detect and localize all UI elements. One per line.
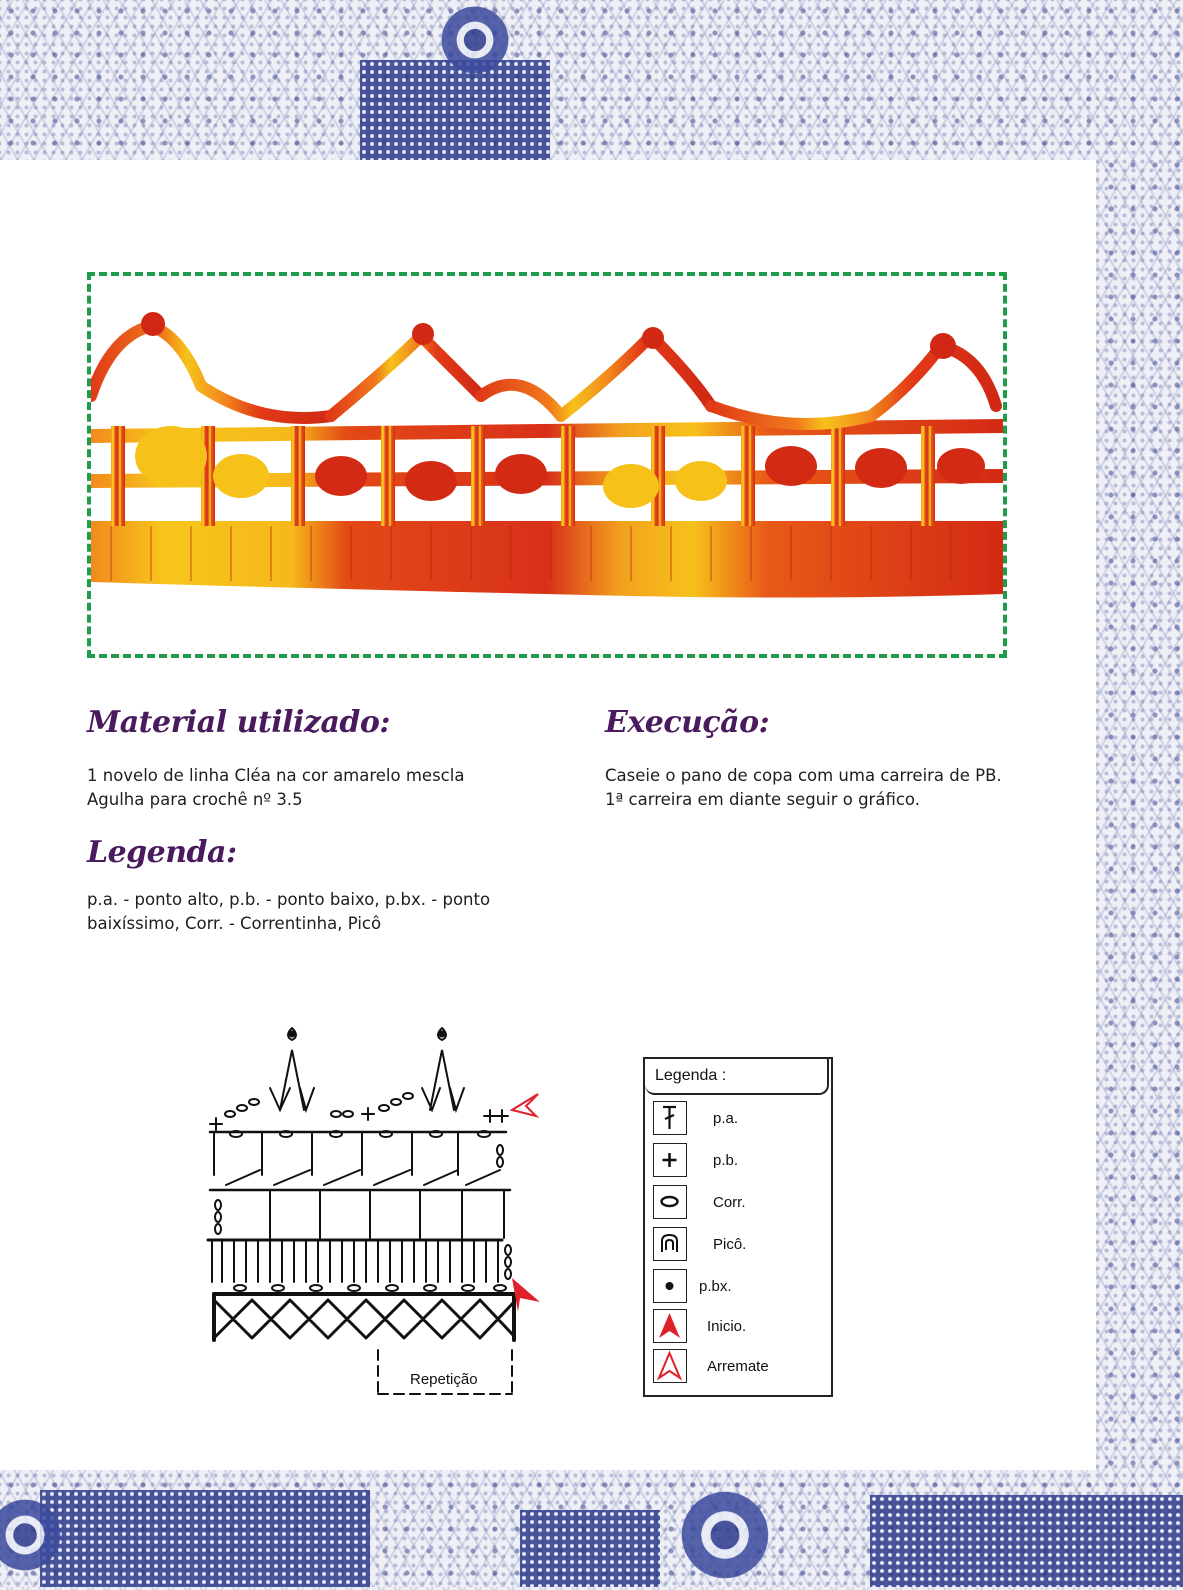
flower-ornament — [670, 1480, 780, 1590]
ponto-alto-row — [208, 1240, 502, 1282]
ponto-alto-icon — [653, 1101, 687, 1135]
legend-label: Picô. — [713, 1236, 747, 1253]
pico-scallops — [210, 1028, 508, 1130]
mesh-row — [210, 1131, 510, 1238]
execucao-line: 1ª carreira em diante seguir o gráfico. — [605, 790, 920, 809]
material-heading: Material utilizado: — [87, 705, 390, 740]
patchwork-patch — [870, 1495, 1183, 1587]
patchwork-patch — [520, 1510, 660, 1587]
correntinha-icon — [653, 1185, 687, 1219]
legend-label: p.bx. — [699, 1278, 732, 1295]
legend-label: p.a. — [713, 1110, 739, 1127]
pico-icon — [653, 1227, 687, 1261]
material-line: Agulha para crochê nº 3.5 — [87, 790, 303, 809]
chart-legend-box — [643, 1057, 833, 1397]
crochet-chart — [200, 1010, 560, 1420]
legend-label: Arremate — [707, 1358, 769, 1375]
legenda-heading: Legenda: — [87, 835, 237, 870]
legend-label: Inicio. — [707, 1318, 747, 1335]
inicio-arrow-icon — [512, 1278, 540, 1312]
crochet-lace-photo — [91, 276, 1003, 654]
execucao-heading: Execução: — [605, 705, 770, 740]
repeat-label: Repetição — [410, 1371, 478, 1388]
ponto-baixo-icon — [653, 1143, 687, 1177]
legend-label: Corr. — [713, 1194, 746, 1211]
inicio-arrow-icon — [653, 1309, 687, 1343]
patchwork-patch — [40, 1490, 370, 1587]
material-line: 1 novelo de linha Cléa na cor amarelo mescla — [87, 766, 465, 785]
ponto-baixissimo-icon — [653, 1269, 687, 1303]
chart-legend-title: Legenda : — [645, 1059, 829, 1095]
execucao-line: Caseie o pano de copa com uma carreira de PB. — [605, 766, 1002, 785]
arremate-arrow-icon — [512, 1094, 538, 1116]
flower-ornament — [430, 0, 520, 80]
legenda-line: baixíssimo, Corr. - Correntinha, Picô — [87, 914, 382, 933]
legenda-line: p.a. - ponto alto, p.b. - ponto baixo, p.bx. - ponto — [87, 890, 491, 909]
arremate-arrow-icon — [653, 1349, 687, 1383]
base-crossed-stitches — [214, 1294, 514, 1340]
crochet-photo-frame — [87, 272, 1007, 658]
chain-row — [234, 1285, 506, 1291]
legend-label: p.b. — [713, 1152, 739, 1169]
